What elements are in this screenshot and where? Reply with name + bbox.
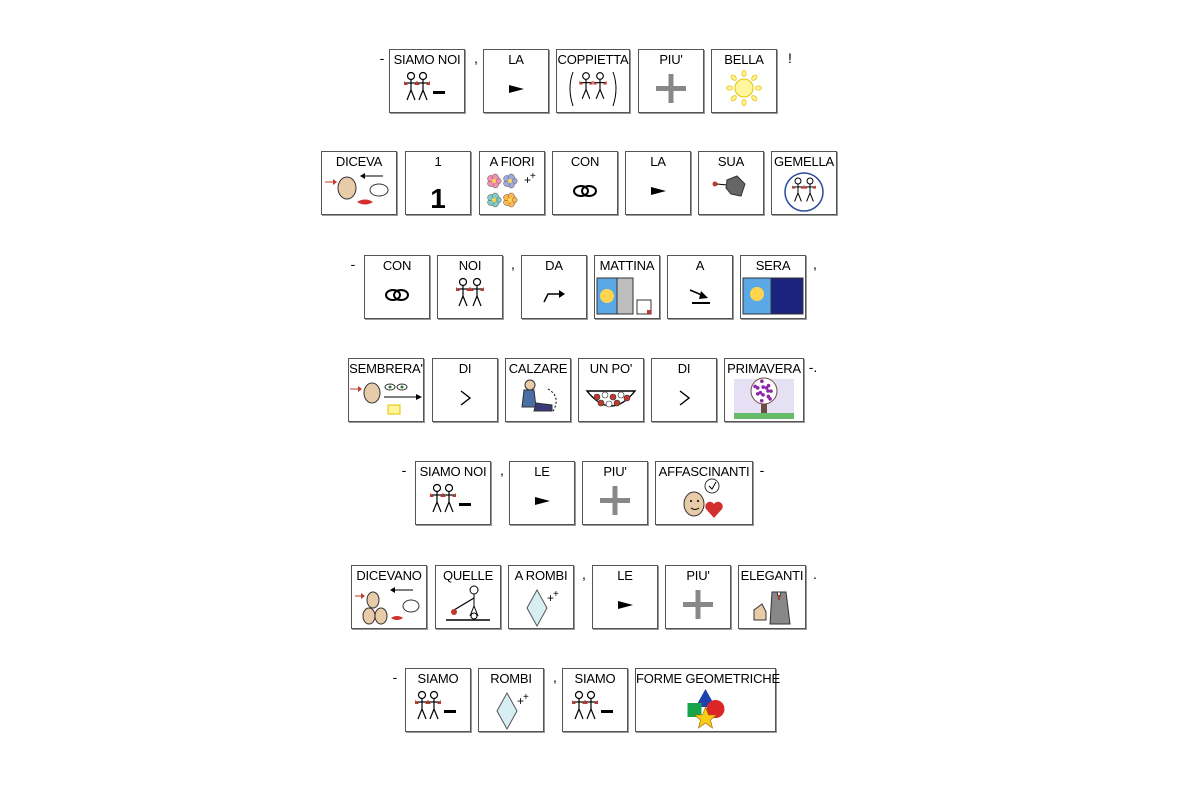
symbol-label: BELLA [724,52,764,67]
spring-tree-icon [725,375,803,421]
symbol-label: CON [382,258,412,273]
symbol-card [667,255,733,319]
sentence-line [0,358,1200,428]
symbol-label: LA [650,154,666,169]
punctuation-mark: - [392,669,398,685]
symbol-card [432,358,498,422]
sentence-line [0,255,1200,325]
sentence-line [0,461,1200,531]
elegant-suit-icon [739,582,805,628]
sentence-line [0,151,1200,221]
symbol-label: AFFASCINANTI [658,464,750,479]
symbol-label: CON [570,154,600,169]
sentence-line [0,565,1200,635]
symbol-card [582,461,648,525]
symbol-card [698,151,764,215]
symbol-label: 1 [434,154,442,169]
symbol-card [578,358,644,422]
to-arrow-icon [668,272,732,318]
symbol-label: QUELLE [442,568,494,583]
morning-icon [595,272,659,318]
symbol-card [505,358,571,422]
svg-text:+: + [523,692,529,703]
two-people-minus-icon [416,478,490,524]
symbol-card [405,151,471,215]
symbol-card [405,668,471,732]
plus-icon [639,66,703,112]
number-one-icon [406,168,470,214]
symbol-card [771,151,837,215]
symbol-card [665,565,731,629]
symbol-label: NOI [458,258,482,273]
putting-on-shoe-icon [506,375,570,421]
charming-face-icon [656,478,752,524]
speaking-head-icon [322,168,396,214]
symbol-label: DICEVANO [356,568,422,583]
symbol-label: A [695,258,705,273]
symbol-label: PRIMAVERA [727,361,801,376]
seem-icon [349,375,423,421]
rhombus-plural-icon [509,582,573,628]
symbol-label: SEMBRERA' [349,361,423,376]
symbol-label: DA [545,258,563,273]
symbol-card [321,151,397,215]
symbol-label: SERA [755,258,791,273]
symbol-card [655,461,753,525]
symbol-label: MATTINA [599,258,655,273]
arrow-pointer-icon [593,582,657,628]
symbol-card [478,668,544,732]
evening-icon [741,272,805,318]
symbol-label: ROMBI [490,671,532,686]
plus-icon [666,582,730,628]
twins-icon [772,168,836,214]
linked-rings-icon [365,272,429,318]
symbol-label: LE [617,568,633,583]
symbol-label: A FIORI [489,154,535,169]
pointing-person-icon [436,582,500,628]
punctuation-mark: , [474,50,478,66]
symbol-label: SIAMO [417,671,459,686]
punctuation-mark: , [813,256,817,272]
symbol-card [479,151,545,215]
linked-rings-icon [553,168,617,214]
svg-text:1: 1 [430,183,446,214]
two-people-minus-icon [406,685,470,731]
symbol-card [724,358,804,422]
punctuation-mark: , [582,566,586,582]
svg-text:+: + [530,171,536,182]
symbol-card [437,255,503,319]
symbol-label: SIAMO NOI [393,52,461,67]
symbol-label: COPPIETTA [557,52,629,67]
punctuation-mark: - [759,462,765,478]
possessive-icon [699,168,763,214]
symbol-card [521,255,587,319]
two-people-icon [438,272,502,318]
speaking-heads-icon [352,582,426,628]
symbol-label: DI [677,361,691,376]
symbol-card [711,49,777,113]
rhombus-plural-icon [479,685,543,731]
symbol-label: PIU' [603,464,627,479]
arrow-pointer-icon [510,478,574,524]
symbol-label: GEMELLA [773,154,834,169]
chevron-right-icon [652,375,716,421]
symbol-label: CALZARE [508,361,568,376]
svg-text:+: + [553,589,559,600]
symbol-card [509,461,575,525]
symbol-label: UN PO' [589,361,633,376]
symbol-card [638,49,704,113]
symbol-card [738,565,806,629]
symbol-card [562,668,628,732]
punctuation-mark: , [511,256,515,272]
symbol-label: SIAMO NOI [419,464,487,479]
two-people-minus-icon [563,685,627,731]
svg-text:+: + [517,694,525,708]
chevron-right-icon [433,375,497,421]
symbol-card [625,151,691,215]
symbol-card [740,255,806,319]
symbol-card [552,151,618,215]
geometric-shapes-icon [636,685,775,731]
symbol-card [348,358,424,422]
symbol-label: ELEGANTI [740,568,804,583]
sentence-line [0,49,1200,119]
symbol-card [556,49,630,113]
flowers-icon [480,168,544,214]
punctuation-mark: - [350,256,356,272]
plus-icon [583,478,647,524]
sentence-line [0,668,1200,738]
svg-text:+: + [547,591,555,605]
from-arrow-icon [522,272,586,318]
symbol-card [364,255,430,319]
punctuation-mark: . [813,566,817,582]
symbol-label: SUA [717,154,745,169]
two-people-minus-icon [390,66,464,112]
symbol-card [483,49,549,113]
punctuation-mark: ! [788,50,792,66]
symbol-label: PIU' [659,52,683,67]
couple-icon [557,66,629,112]
symbol-card [389,49,465,113]
svg-text:+: + [524,173,532,187]
symbol-card [435,565,501,629]
symbol-label: SIAMO [574,671,616,686]
sun-beauty-icon [712,66,776,112]
arrow-pointer-icon [626,168,690,214]
punctuation-mark: , [500,462,504,478]
symbol-card [651,358,717,422]
symbol-card [351,565,427,629]
bowl-of-dots-icon [579,375,643,421]
punctuation-mark: , [553,669,557,685]
symbol-label: LA [508,52,524,67]
symbol-label: LE [534,464,550,479]
punctuation-mark: - [379,50,385,66]
symbol-card [594,255,660,319]
symbol-label: DI [458,361,472,376]
symbol-card [508,565,574,629]
symbol-card [592,565,658,629]
symbol-label: PIU' [686,568,710,583]
symbol-label: A ROMBI [514,568,568,583]
symbol-label: DICEVA [335,154,383,169]
punctuation-mark: -. [808,359,818,375]
symbol-card [415,461,491,525]
arrow-pointer-icon [484,66,548,112]
punctuation-mark: - [401,462,407,478]
symbol-label: FORME GEOMETRICHE [636,671,780,686]
symbol-card [635,668,780,732]
